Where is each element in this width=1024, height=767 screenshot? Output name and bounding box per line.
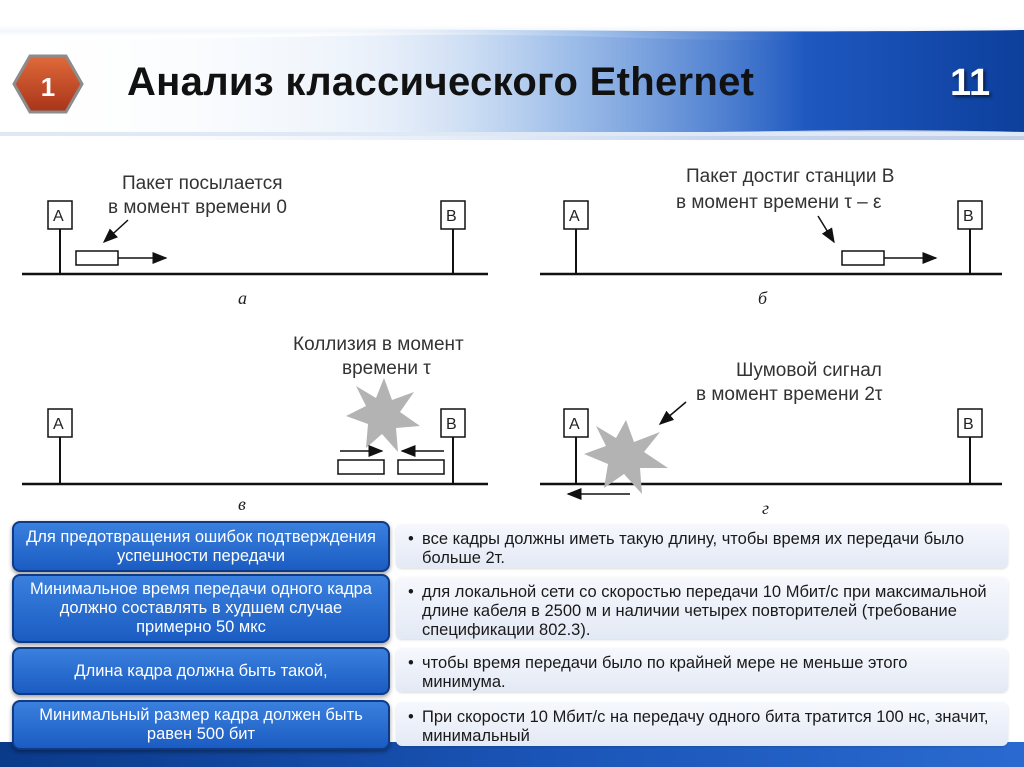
station-b-label: B	[963, 416, 974, 433]
row-1-label	[12, 521, 390, 572]
row-2-detail-text: для локальной сети со скоростью передачи 10 Мбит/с при максимальной длине кабеля в 2500 м и наличии четырех повторителей (требование спецификации 802.3).	[422, 583, 987, 639]
annotation-line-1: Коллизия в момент	[293, 334, 464, 355]
packet	[76, 251, 118, 265]
panel-v	[22, 334, 488, 514]
station-b-label: B	[446, 416, 457, 433]
packet-from-a	[338, 460, 384, 474]
row-1-detail	[396, 524, 1008, 568]
collision-burst-icon	[346, 378, 420, 452]
station-a-label: A	[569, 208, 580, 225]
annotation-line-1: Пакет посылается	[122, 173, 283, 194]
bullet: •	[408, 654, 414, 672]
packet	[842, 251, 884, 265]
annotation-line-2: времени τ	[342, 358, 431, 379]
packet-from-b	[398, 460, 444, 474]
panel-b	[540, 166, 1002, 308]
bullet: •	[408, 530, 414, 548]
station-a-label: A	[569, 416, 580, 433]
row-4-label	[12, 700, 390, 750]
annotation-pointer	[104, 220, 128, 242]
annotation-line-2: в момент времени 2τ	[696, 384, 883, 405]
row-3-detail	[396, 648, 1008, 692]
annotation-pointer	[660, 402, 686, 424]
station-b-label: B	[446, 208, 457, 225]
annotation-pointer	[818, 216, 834, 242]
panel-caption: г	[762, 498, 770, 515]
row-3-detail-text: чтобы время передачи было по крайней мере не меньше этого минимума.	[422, 654, 908, 691]
station-a-label: A	[53, 416, 64, 433]
annotation-line-1: Шумовой сигнал	[736, 360, 882, 381]
row-4-detail-text: При скорости 10 Мбит/с на передачу одного бита тратится 100 нс, значит, минимальный	[422, 708, 989, 745]
station-a-label: A	[53, 208, 64, 225]
annotation-line-2: в момент времени 0	[108, 197, 287, 218]
row-2-label-text: Минимальное время передачи одного кадра должно составлять в худшем случае примерно 50 мкс	[30, 580, 372, 636]
panel-caption: а	[238, 288, 247, 308]
row-4-detail	[396, 702, 1008, 746]
ethernet-collision-diagram	[0, 150, 1024, 515]
panel-g	[540, 360, 1002, 515]
row-2-detail	[396, 577, 1008, 639]
page-title: Анализ классического Ethernet	[127, 60, 755, 104]
panel-a	[22, 173, 488, 308]
bullet: •	[408, 583, 414, 601]
row-1-label-text: Для предотвращения ошибок подтверждения успешности передачи	[26, 527, 376, 565]
row-4-label-text: Минимальный размер кадра должен быть равен 500 бит	[39, 706, 363, 743]
row-2-label	[12, 574, 390, 643]
panel-caption: б	[758, 288, 768, 308]
section-number: 1	[40, 72, 56, 102]
slide-number: 11	[950, 62, 991, 104]
station-b-label: B	[963, 208, 974, 225]
row-3-label	[12, 647, 390, 695]
panel-caption: в	[238, 494, 246, 514]
annotation-line-2: в момент времени τ – ε	[676, 192, 882, 213]
row-1-detail-text: все кадры должны иметь такую длину, чтобы время их передачи было больше 2т.	[422, 530, 965, 567]
annotation-line-1: Пакет достиг станции В	[686, 166, 895, 187]
bullet: •	[408, 708, 414, 726]
row-3-label-text: Длина кадра должна быть такой,	[74, 661, 328, 680]
